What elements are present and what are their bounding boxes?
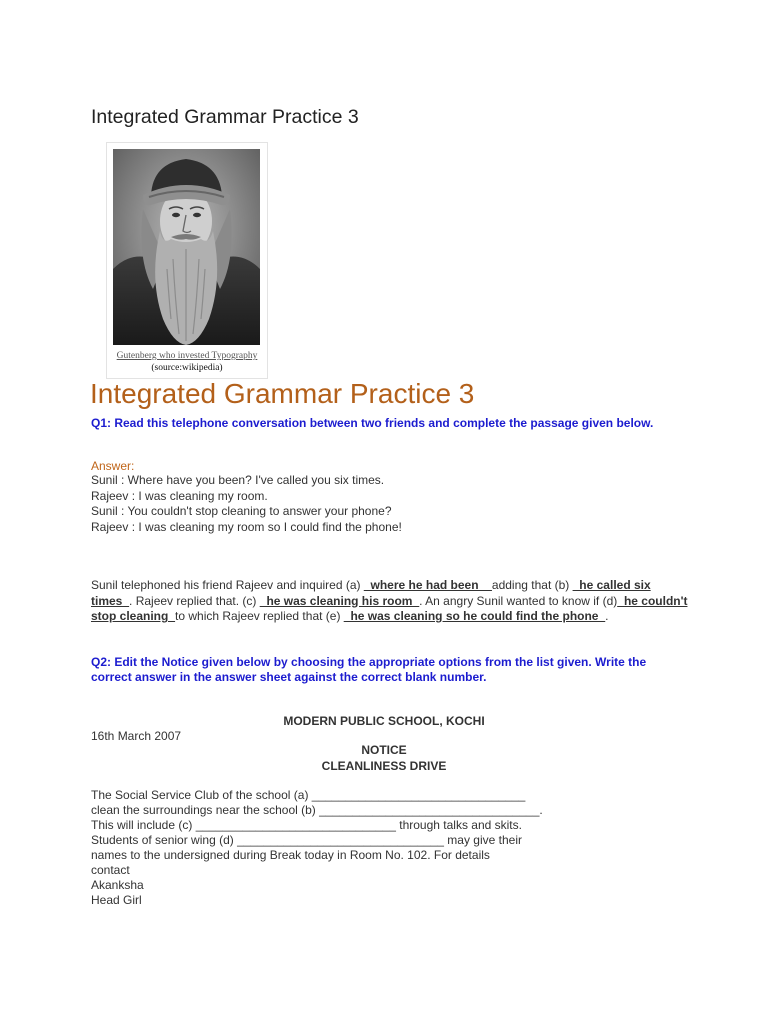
page-heading-large: Integrated Grammar Practice 3: [90, 378, 475, 409]
notice-line: Students of senior wing (d) _______________________________ may give their: [91, 833, 522, 847]
passage-text: . An angry Sunil wanted to know if (d): [419, 593, 618, 608]
answer-d: _he couldn't stop cleaning_: [91, 593, 688, 623]
figure: [106, 142, 268, 379]
passage: [91, 578, 691, 625]
dialog-line: Sunil : Where have you been? I've called you six times.: [91, 473, 385, 487]
passage-text: . Rajeev replied that. (c): [129, 593, 260, 608]
answer-b: _he called six times_: [91, 578, 651, 608]
passage-text: adding that (b): [491, 578, 573, 592]
figure-caption-link[interactable]: Gutenberg who invested Typography: [116, 351, 258, 361]
page-heading-small: Integrated Grammar Practice 3: [91, 106, 359, 128]
dialog: [91, 473, 402, 535]
dialog-line: Rajeev : I was cleaning my room.: [91, 488, 268, 503]
notice-body: [91, 788, 551, 908]
notice-line: clean the surroundings near the school (b) _________________________________.: [91, 803, 543, 817]
notice-line: contact: [91, 863, 130, 877]
question-2: Q2: Edit the Notice given below by choosing the appropriate options from the list given. Write the correct answer in the answer sheet against the correct blank number.: [91, 655, 647, 684]
passage-text: .: [605, 609, 609, 623]
answer-label: Answer:: [91, 459, 135, 473]
answer-e: _he was cleaning so he could find the phone_: [343, 609, 606, 623]
notice-signatory-title: Head Girl: [91, 893, 142, 907]
passage-text: to which Rajeev replied that (e): [175, 609, 344, 623]
answer-a: _where he had been__: [363, 578, 492, 592]
dialog-line: Sunil : You couldn't stop cleaning to answer your phone?: [91, 504, 392, 518]
gutenberg-portrait: [113, 149, 260, 345]
notice-line: names to the undersigned during Break today in Room No. 102. For details: [91, 848, 490, 862]
figure-source: (source:wikipedia): [151, 363, 223, 373]
passage-text: Sunil telephoned his friend Rajeev and inquired (a): [91, 578, 364, 592]
notice-subtitle: CLEANLINESS DRIVE: [321, 759, 447, 773]
notice-date: 16th March 2007: [91, 729, 182, 743]
notice-line: The Social Service Club of the school (a) ________________________________: [91, 788, 526, 802]
question-1: Q1: Read this telephone conversation between two friends and complete the passage given below.: [91, 416, 654, 430]
notice-line: This will include (c) ______________________________ through talks and skits.: [91, 818, 522, 832]
notice-signatory: Akanksha: [91, 878, 144, 892]
school-name: MODERN PUBLIC SCHOOL, KOCHI: [283, 714, 485, 728]
answer-c: _he was cleaning his room_: [259, 593, 420, 608]
dialog-line: Rajeev : I was cleaning my room so I could find the phone!: [91, 519, 402, 534]
notice-title: NOTICE: [361, 743, 407, 757]
